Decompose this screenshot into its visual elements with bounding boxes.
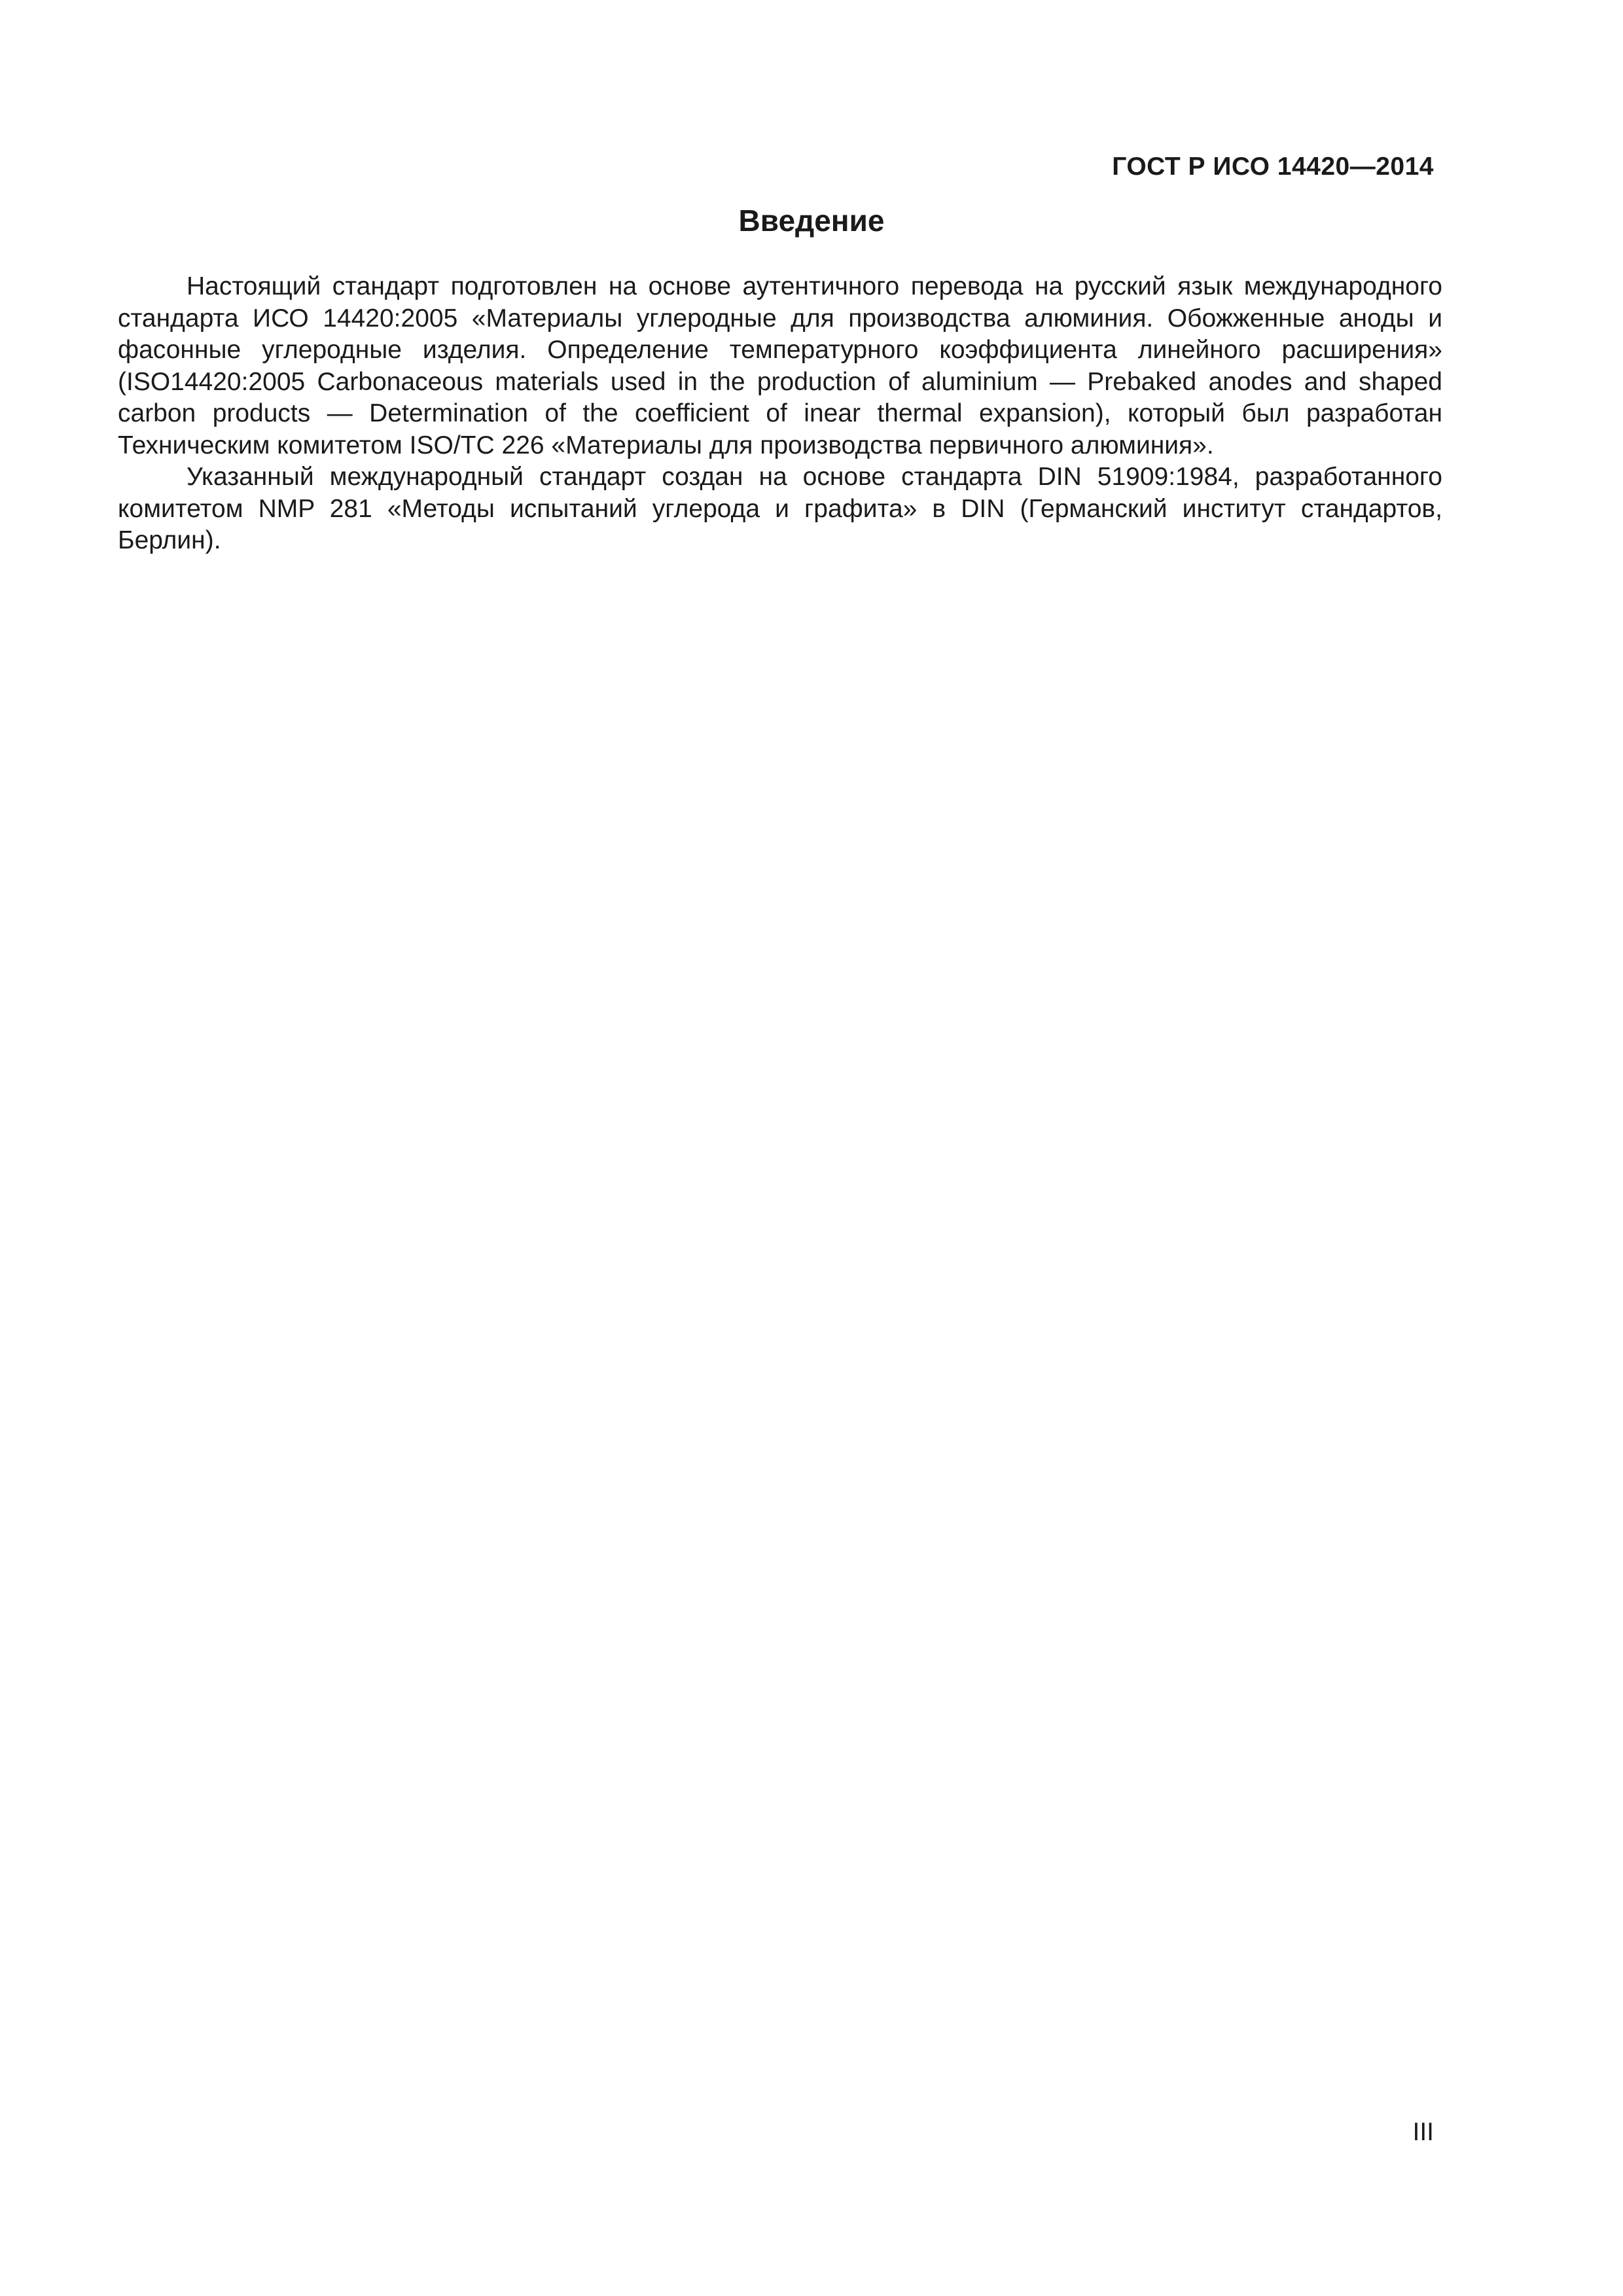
page-number: III [1412, 2118, 1434, 2146]
section-title: Введение [738, 204, 885, 238]
introduction-body [118, 271, 1442, 557]
document-code-header: ГОСТ Р ИСО 14420—2014 [1112, 152, 1434, 181]
paragraph-1: Настоящий стандарт подготовлен на основе аутентичного перевода на русский язык международного стандарта ИСО 14420:2005 «Материалы углеродные для производства алюминия. Обожженные аноды и фасонные углеродные изделия. Определение температурного коэффициента линейного расширения» (ISO14420:2005 Carbonaceous materials used in the production of aluminium — Prebaked anodes and shaped carbon products — Determination of the coefficient of inear thermal expansion), который был разработан Техническим комитетом ISO/TC 226 «Материалы для производства первичного алюминия». [118, 272, 1442, 459]
paragraph-2: Указанный международный стандарт создан на основе стандарта DIN 51909:1984, разработанного комитетом NMP 281 «Методы испытаний углерода и графита» в DIN (Германский институт стандартов, Берлин). [118, 463, 1442, 554]
